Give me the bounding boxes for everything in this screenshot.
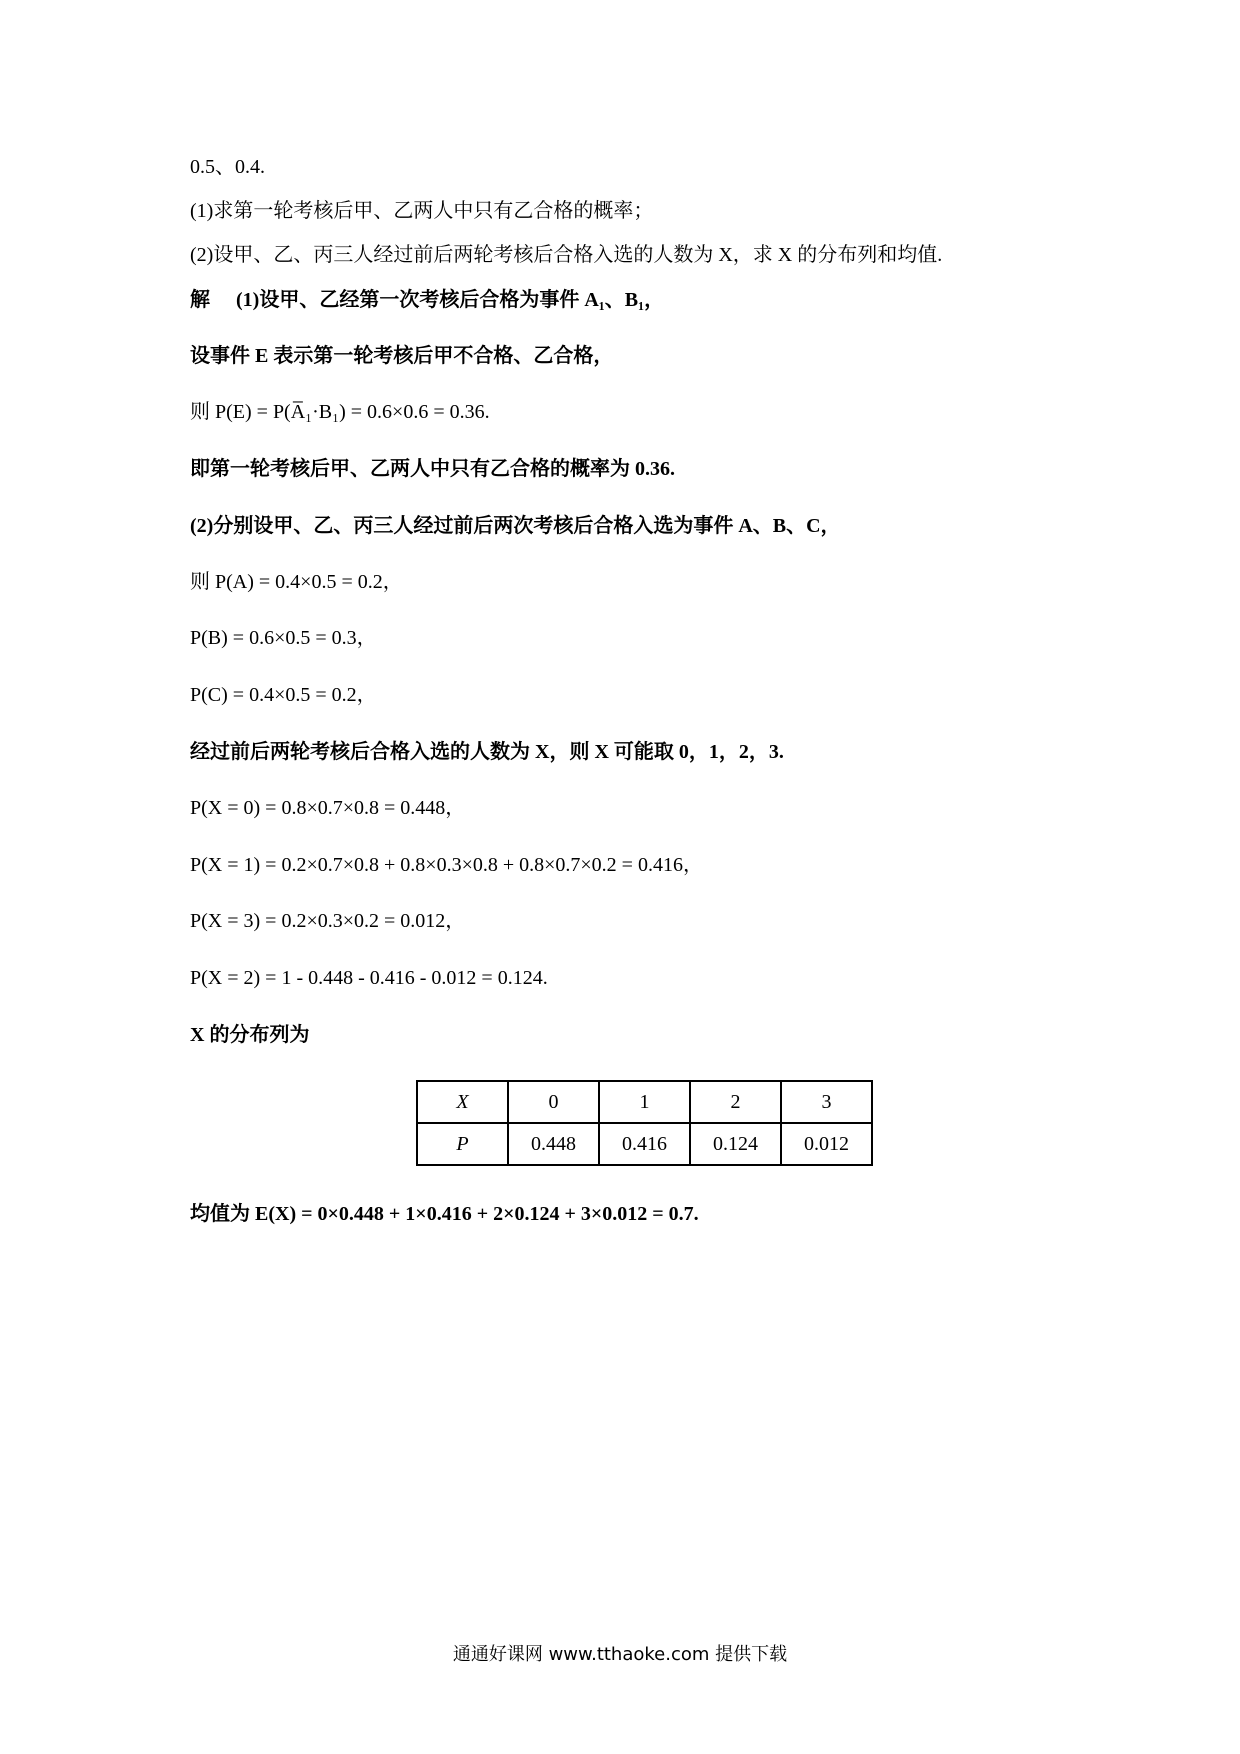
prob-b: P(B) = 0.6×0.5 = 0.3， [190,627,377,649]
table-cell: 2 [690,1081,781,1123]
table-cell: 0.416 [599,1123,690,1165]
table-cell: P [417,1123,508,1165]
solution-label: 解 [190,289,210,311]
solution-line-2: 设事件 E 表示第一轮考核后甲不合格、乙合格， [190,345,614,367]
solution-line-6: 经过前后两轮考核后合格入选的人数为 X，则 X 可能取 0，1，2，3. [190,741,784,763]
table-cell: 0.124 [690,1123,781,1165]
solution-line-5: (2)分别设甲、乙、丙三人经过前后两次考核后合格入选为事件 A、B、C， [190,515,841,537]
solution-text: (1)设甲、乙经第一次考核后合格为事件 A₁、B₁， [236,289,665,311]
table-cell: X [417,1081,508,1123]
prob-x2: P(X = 2) = 1 - 0.448 - 0.416 - 0.012 = 0.124. [190,967,548,989]
solution-line-3: 则 P(E) = P(A̅₁·B₁) = 0.6×0.6 = 0.36. [190,401,490,423]
prob-x0: P(X = 0) = 0.8×0.7×0.8 = 0.448， [190,797,466,819]
question-1: (1)求第一轮考核后甲、乙两人中只有乙合格的概率； [190,200,654,222]
distribution-table [416,1080,873,1166]
text-line-intro: 0.5、0.4. [190,156,265,178]
distribution-caption: X 的分布列为 [190,1024,310,1046]
table-cell: 1 [599,1081,690,1123]
expected-value: 均值为 E(X) = 0×0.448 + 1×0.416 + 2×0.124 + 3×0.012 = 0.7. [190,1203,699,1225]
table-cell: 0.448 [508,1123,599,1165]
table-row [417,1123,872,1165]
prob-x1: P(X = 1) = 0.2×0.7×0.8 + 0.8×0.3×0.8 + 0.8×0.7×0.2 = 0.416， [190,854,703,876]
solution-line-4: 即第一轮考核后甲、乙两人中只有乙合格的概率为 0.36. [190,458,675,480]
solution-line-1 [190,288,664,312]
table-row [417,1081,872,1123]
table-cell: 0.012 [781,1123,872,1165]
question-2: (2)设甲、乙、丙三人经过前后两轮考核后合格入选的人数为 X，求 X 的分布列和均值. [190,244,943,266]
prob-c: P(C) = 0.4×0.5 = 0.2， [190,684,377,706]
prob-x3: P(X = 3) = 0.2×0.3×0.2 = 0.012， [190,910,466,932]
prob-a: 则 P(A) = 0.4×0.5 = 0.2， [190,571,403,593]
table-cell: 3 [781,1081,872,1123]
page-footer: 通通好课网 www.tthaoke.com 提供下载 [452,1644,788,1665]
table-cell: 0 [508,1081,599,1123]
